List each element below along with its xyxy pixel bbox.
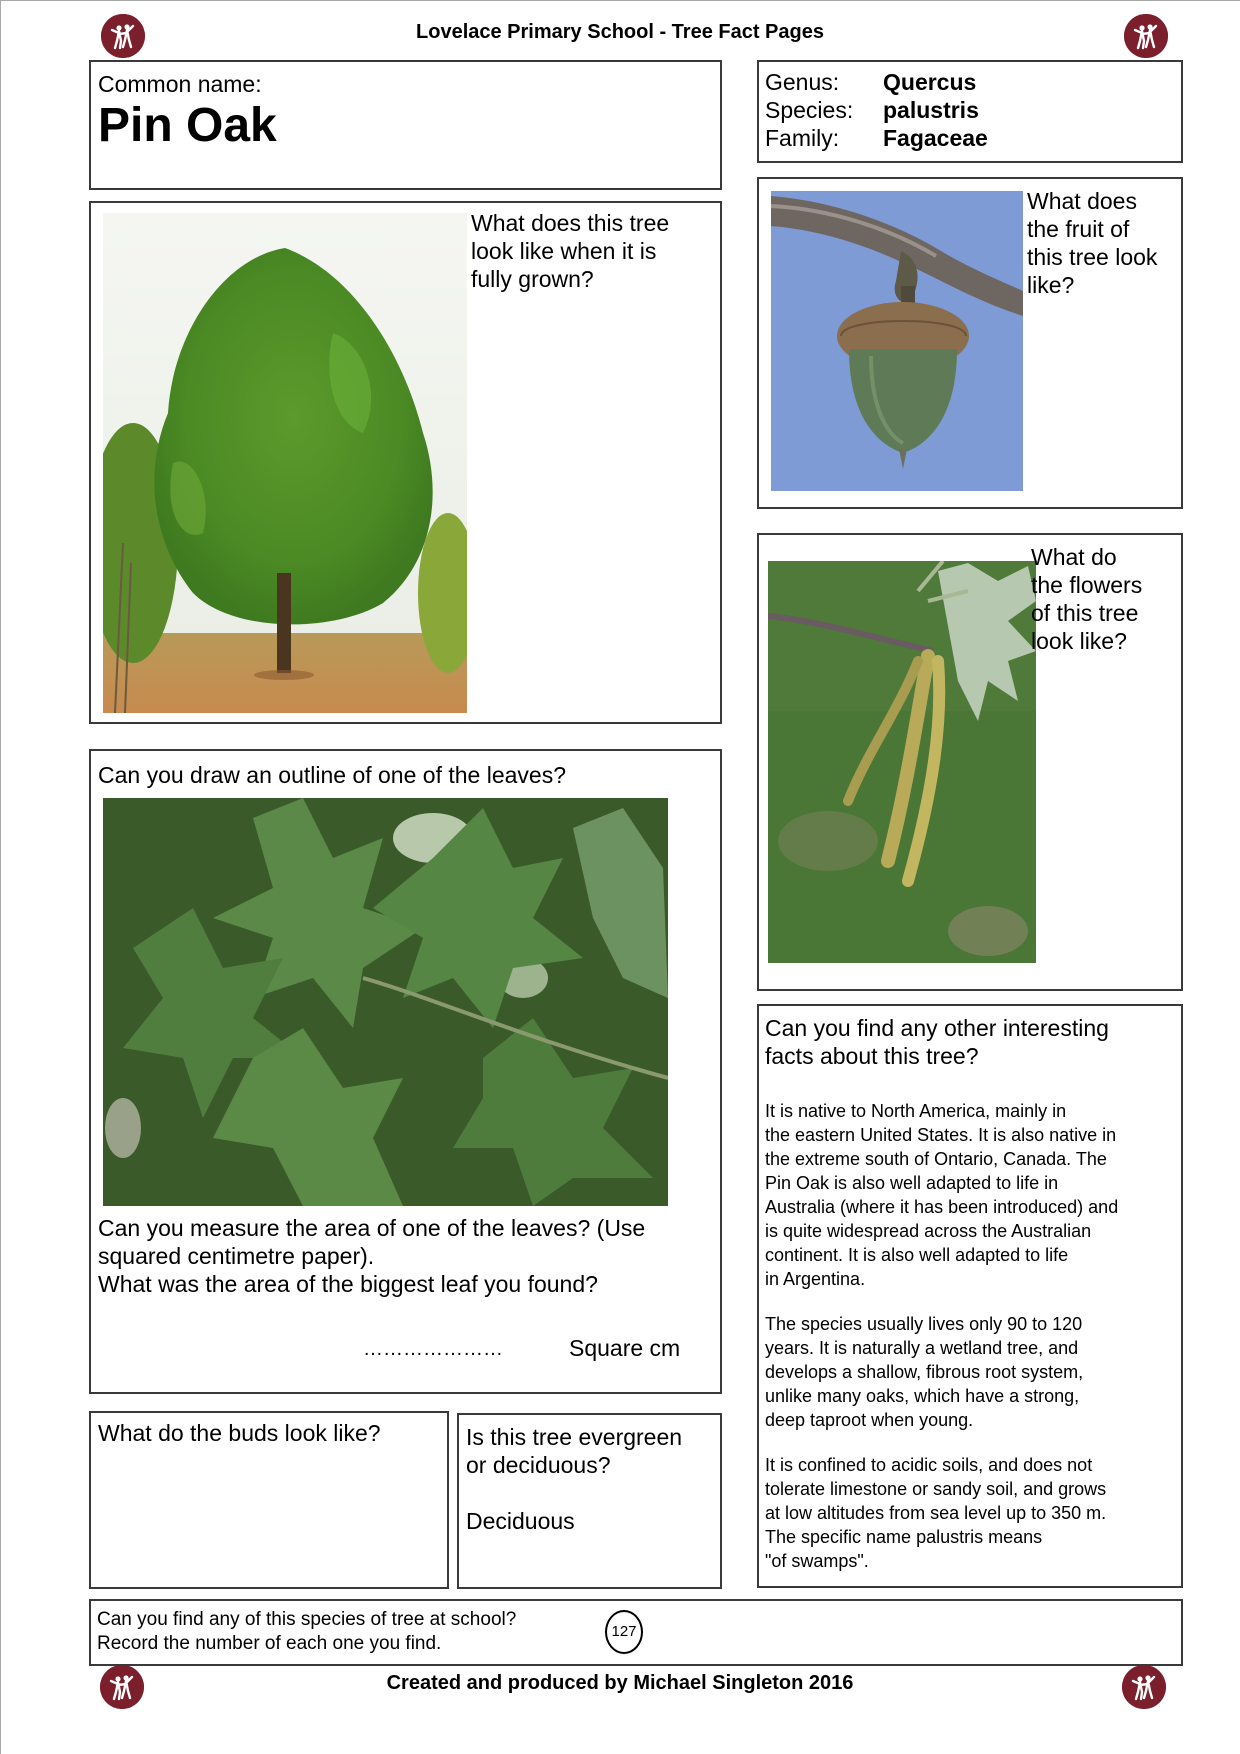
facts-line: deep taproot when young.	[765, 1410, 974, 1430]
leaves-box	[89, 749, 722, 1394]
leaf-area-unit: Square cm	[569, 1335, 681, 1361]
facts-question	[765, 1014, 1109, 1070]
acorn-photo-image	[771, 191, 1023, 491]
genus-value: Quercus	[883, 69, 977, 95]
facts-line: at low altitudes from sea level up to 350 m.	[765, 1503, 1107, 1523]
facts-line: develops a shallow, fibrous root system,	[765, 1362, 1084, 1382]
facts-line: unlike many oaks, which have a strong,	[765, 1386, 1080, 1406]
buds-question: What do the buds look like?	[98, 1420, 381, 1446]
footer-credit: Created and produced by Michael Singleton 2016	[386, 1672, 854, 1694]
flowers-question-line: look like?	[1031, 628, 1127, 654]
leaf-area-question-line: Can you measure the area of one of the leaves? (Use	[98, 1215, 646, 1241]
leaf-area-question-line: squared centimetre paper).	[98, 1243, 375, 1269]
tree-photo	[103, 213, 467, 713]
fruit-question	[1027, 187, 1157, 299]
facts-paragraph	[765, 1453, 1177, 1573]
species-value: palustris	[883, 97, 979, 123]
fruit-question-line: like?	[1027, 272, 1075, 298]
evergreen-deciduous-box	[457, 1413, 722, 1589]
facts-line: years. It is naturally a wetland tree, and	[765, 1338, 1079, 1358]
fully-grown-tree-box	[89, 201, 722, 724]
facts-line: It is confined to acidic soils, and does not	[765, 1455, 1093, 1475]
leaf-area-question-line: What was the area of the biggest leaf you found?	[98, 1271, 598, 1297]
page-edge	[0, 0, 1240, 1]
common-name-value: Pin Oak	[98, 99, 277, 152]
leaf-photo-image	[103, 798, 668, 1206]
flowers-box	[757, 533, 1183, 991]
fruit-question-line: this tree look	[1027, 244, 1158, 270]
flowers-question	[1031, 543, 1142, 655]
acorn-photo	[771, 191, 1023, 491]
facts-line: The species usually lives only 90 to 120	[765, 1314, 1083, 1334]
facts-line: It is native to North America, mainly in	[765, 1101, 1067, 1121]
species-label: Species:	[765, 97, 854, 123]
facts-line: Pin Oak is also well adapted to life in	[765, 1173, 1059, 1193]
facts-line: in Argentina.	[765, 1269, 866, 1289]
taxonomy-box	[757, 60, 1183, 163]
buds-box	[89, 1411, 449, 1589]
tree-question-line: fully grown?	[471, 266, 594, 292]
flower-photo	[768, 561, 1036, 963]
fruit-question-line: the fruit of	[1027, 216, 1130, 242]
leaf-photo	[103, 798, 668, 1206]
common-name-label: Common name:	[98, 71, 262, 97]
facts-line: Australia (where it has been introduced) and	[765, 1197, 1119, 1217]
facts-line: the eastern United States. It is also native in	[765, 1125, 1117, 1145]
page-edge	[0, 0, 1, 1754]
facts-paragraph	[765, 1099, 1177, 1291]
evergreen-answer: Deciduous	[466, 1508, 575, 1534]
tree-question-line: look like when it is	[471, 238, 657, 264]
tree-question-line: What does this tree	[471, 210, 670, 236]
facts-line: "of swamps".	[765, 1551, 869, 1571]
evergreen-question-line: Is this tree evergreen	[466, 1424, 683, 1450]
leaf-area-question	[98, 1214, 645, 1298]
tree-question	[471, 209, 669, 293]
common-name-box	[89, 60, 722, 190]
flowers-question-line: the flowers	[1031, 572, 1143, 598]
flower-photo-image	[768, 561, 1036, 963]
facts-paragraph	[765, 1312, 1177, 1432]
facts-line: the extreme south of Ontario, Canada. The	[765, 1149, 1107, 1169]
fruit-question-line: What does	[1027, 188, 1137, 214]
leaf-outline-question: Can you draw an outline of one of the leaves?	[98, 762, 566, 788]
family-label: Family:	[765, 125, 840, 151]
facts-text	[765, 1099, 1177, 1594]
facts-question-line: Can you find any other interesting	[765, 1015, 1109, 1041]
school-count-question-line: Record the number of each one you find.	[97, 1633, 442, 1654]
school-count-question-line: Can you find any of this species of tree at school?	[97, 1609, 517, 1630]
tree-photo-image	[103, 213, 467, 713]
fruit-box	[757, 177, 1183, 509]
page-header-title: Lovelace Primary School - Tree Fact Pages	[416, 21, 824, 43]
facts-question-line: facts about this tree?	[765, 1043, 979, 1069]
genus-label: Genus:	[765, 69, 840, 95]
facts-line: tolerate limestone or sandy soil, and grows	[765, 1479, 1107, 1499]
page-number-badge: 127	[605, 1610, 643, 1654]
leaf-area-answer-blank[interactable]: …………………	[363, 1338, 503, 1360]
school-count-question	[97, 1608, 516, 1656]
evergreen-question-line: or deciduous?	[466, 1452, 611, 1478]
flowers-question-line: of this tree	[1031, 600, 1139, 626]
family-value: Fagaceae	[883, 125, 988, 151]
flowers-question-line: What do	[1031, 544, 1117, 570]
facts-line: is quite widespread across the Australian	[765, 1221, 1092, 1241]
evergreen-question	[466, 1423, 682, 1479]
interesting-facts-box	[757, 1004, 1183, 1588]
facts-line: continent. It is also well adapted to life	[765, 1245, 1069, 1265]
school-count-box	[89, 1599, 1183, 1666]
facts-line: The specific name palustris means	[765, 1527, 1043, 1547]
